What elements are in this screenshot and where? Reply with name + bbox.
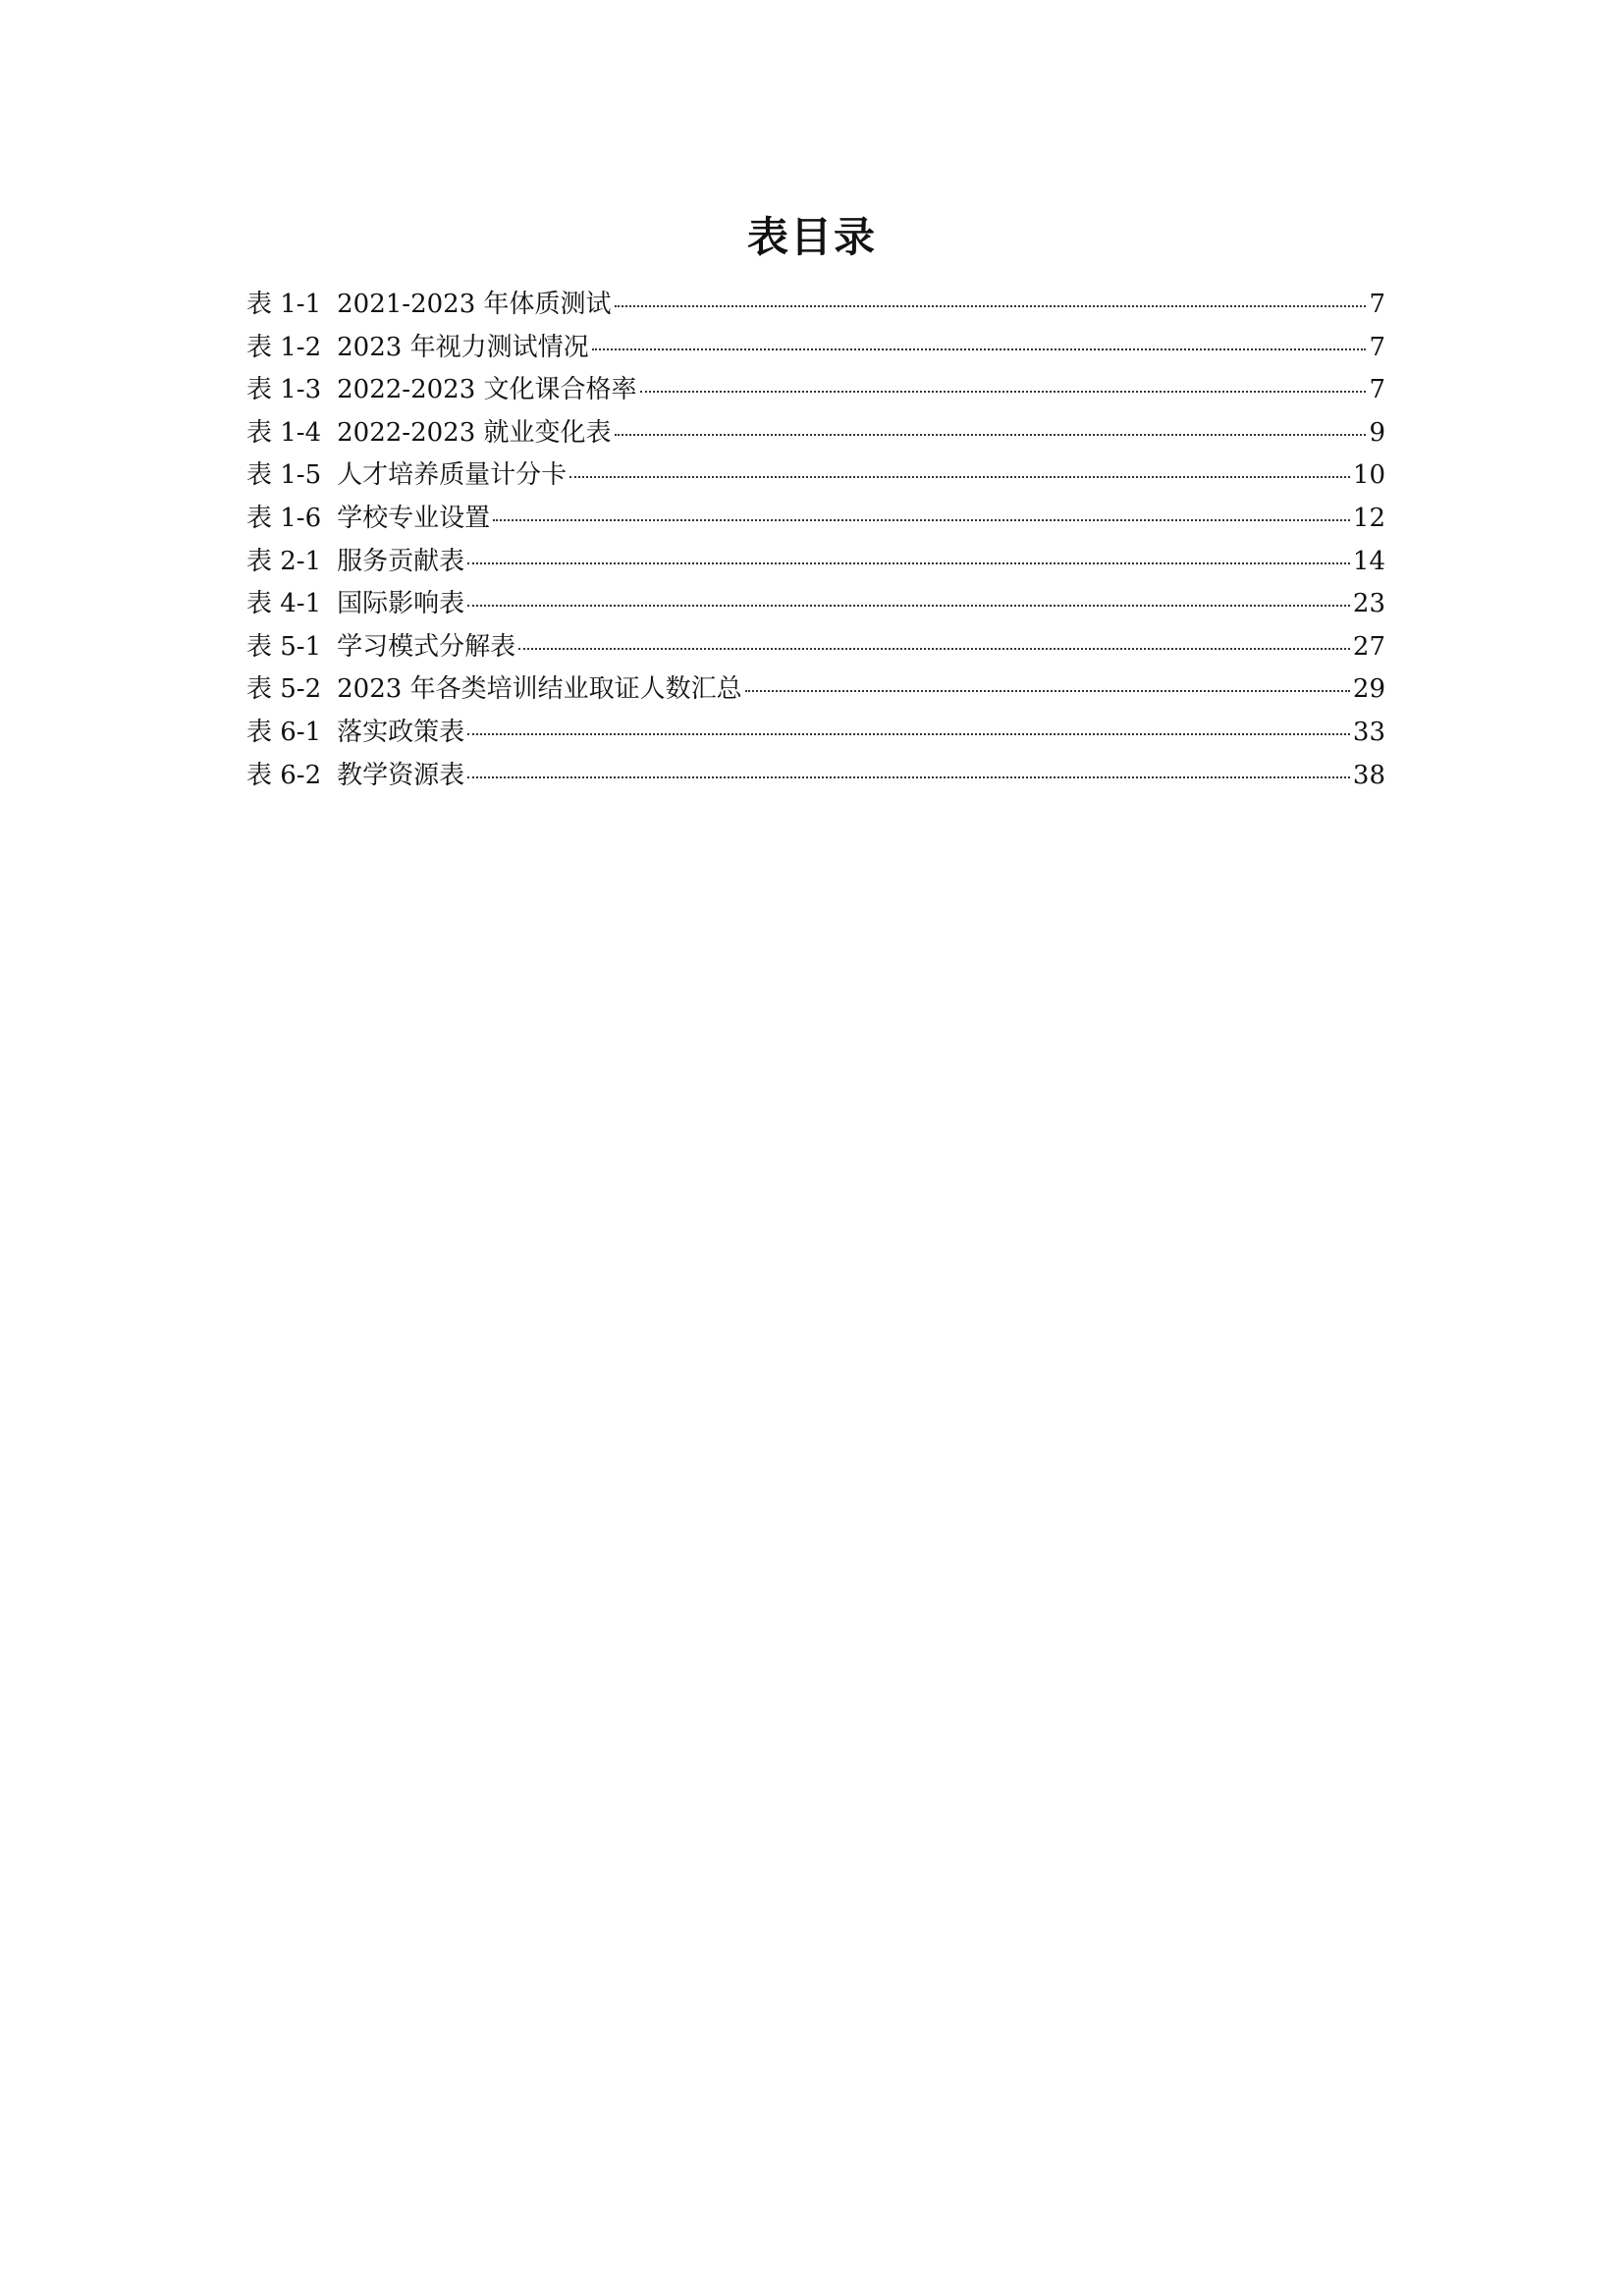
toc-entry-label: [246, 541, 464, 584]
toc-entry-text: 2022-2023 文化课合格率: [337, 375, 637, 405]
toc-entry-page: 14: [1352, 546, 1385, 576]
dot-leader: [615, 305, 1367, 307]
toc-entry[interactable]: [246, 668, 1385, 712]
toc-entry[interactable]: [246, 412, 1385, 455]
toc-entry-page: 7: [1369, 332, 1385, 362]
toc-entry-label: [246, 668, 742, 712]
toc-entry-label: [246, 626, 515, 669]
toc-entry-page: 38: [1352, 760, 1385, 790]
toc-entry[interactable]: [246, 626, 1385, 669]
toc-entry-text: 2022-2023 就业变化表: [337, 417, 612, 448]
dot-leader: [640, 391, 1367, 393]
toc-entry-text: 2023 年各类培训结业取证人数汇总: [337, 674, 742, 705]
toc-entry-number: 表 5-1: [246, 631, 322, 662]
toc-entry-number: 表 6-1: [246, 717, 322, 747]
toc-entry-label: [246, 498, 490, 541]
toc-entry-label: [246, 454, 567, 498]
toc-entry-text: 2023 年视力测试情况: [337, 332, 589, 362]
toc-entry-label: [246, 412, 612, 455]
dot-leader: [467, 605, 1350, 607]
dot-leader: [592, 348, 1367, 350]
toc-entry-text: 人才培养质量计分卡: [337, 460, 568, 491]
toc-entry-text: 国际影响表: [337, 589, 465, 619]
toc-entry[interactable]: [246, 541, 1385, 584]
toc-entry[interactable]: [246, 755, 1385, 798]
toc-entry-text: 学校专业设置: [337, 503, 491, 533]
toc-entry-text: 学习模式分解表: [337, 631, 516, 662]
dot-leader: [745, 690, 1350, 692]
toc-entry-page: 23: [1352, 589, 1385, 619]
toc-entry-label: [246, 712, 464, 755]
toc-entry-number: 表 1-4: [246, 417, 322, 448]
toc-entry[interactable]: [246, 454, 1385, 498]
toc-entry-page: 9: [1369, 417, 1385, 448]
toc-entry-label: [246, 284, 612, 327]
toc-entry-page: 27: [1352, 631, 1385, 662]
toc-entry[interactable]: [246, 583, 1385, 626]
toc-entry-label: [246, 327, 589, 370]
dot-leader: [467, 562, 1350, 564]
table-of-tables-list: [246, 284, 1385, 797]
toc-entry-number: 表 5-2: [246, 674, 322, 705]
toc-entry-number: 表 1-3: [246, 375, 322, 405]
toc-entry-label: [246, 755, 464, 798]
dot-leader: [493, 519, 1350, 521]
dot-leader: [467, 733, 1350, 735]
toc-entry[interactable]: [246, 284, 1385, 327]
toc-entry-page: 29: [1352, 674, 1385, 705]
toc-entry[interactable]: [246, 327, 1385, 370]
toc-entry-page: 33: [1352, 717, 1385, 747]
toc-entry[interactable]: [246, 498, 1385, 541]
toc-entry-number: 表 1-1: [246, 290, 322, 319]
page-title: 表目录: [746, 213, 877, 261]
toc-entry-page: 7: [1369, 290, 1385, 319]
toc-entry-number: 表 2-1: [246, 546, 322, 576]
dot-leader: [569, 476, 1350, 478]
toc-entry-text: 服务贡献表: [337, 546, 465, 576]
toc-entry-text: 落实政策表: [337, 717, 465, 747]
toc-entry-label: [246, 583, 464, 626]
toc-entry-label: [246, 369, 637, 412]
toc-entry-page: 12: [1352, 503, 1385, 533]
toc-entry-text: 教学资源表: [337, 760, 465, 790]
toc-entry-page: 10: [1352, 460, 1385, 491]
toc-entry-number: 表 1-6: [246, 503, 322, 533]
toc-entry-number: 表 6-2: [246, 760, 322, 790]
toc-entry-number: 表 1-2: [246, 332, 322, 362]
toc-entry[interactable]: [246, 369, 1385, 412]
toc-entry-page: 7: [1369, 375, 1385, 405]
dot-leader: [518, 648, 1350, 650]
toc-entry-number: 表 4-1: [246, 589, 322, 619]
toc-entry-text: 2021-2023 年体质测试: [337, 290, 612, 319]
toc-entry-number: 表 1-5: [246, 460, 322, 491]
dot-leader: [467, 776, 1350, 778]
toc-entry[interactable]: [246, 712, 1385, 755]
dot-leader: [615, 434, 1367, 436]
